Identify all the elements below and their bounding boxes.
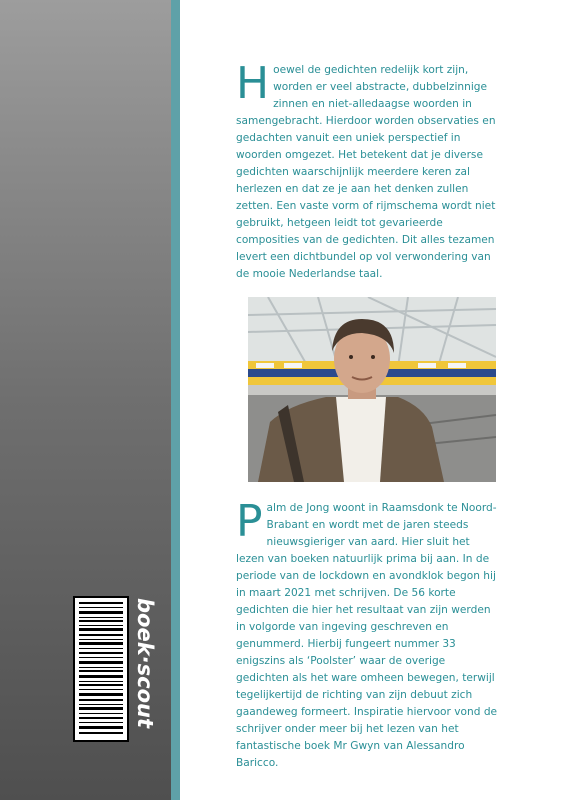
publisher-logo bbox=[128, 596, 162, 744]
author-photo bbox=[248, 297, 496, 482]
author-bio-text: alm de Jong woont in Raamsdonk te Noord-Brabant en wordt met de jaren steeds nieuwsgieriger van aard. Hier sluit het lezen van boeken natuurlijk prima bij aan. In de periode van de lockdown en avondklok begon hij in maart 2021 met schrijven. De 56 korte gedichten die hier het resultaat van zijn werden in volgorde van ingeving geschreven en genummerd. Hierbij fungeert nummer 33 enigszins als ‘Poolster’ waar de overige gedichten als het ware omheen bewegen, terwijl tegelijkertijd de richting van zijn debuut zich gaandeweg formeert. Inspiratie hiervoor vond de schrijver onder meer bij het lezen van het fantastische boek Mr Gwyn van Alessandro Baricco. bbox=[236, 502, 498, 769]
accent-stripe bbox=[171, 0, 180, 800]
author-bio-paragraph bbox=[236, 496, 498, 772]
blurb-paragraph bbox=[236, 58, 498, 283]
publisher-logo-text: boek·scout bbox=[133, 598, 157, 729]
dropcap-letter: P bbox=[236, 496, 263, 547]
barcode bbox=[73, 596, 129, 742]
dropcap-letter: H bbox=[236, 58, 270, 109]
blurb-text: oewel de gedichten redelijk kort zijn, worden er veel abstracte, dubbelzinnige zinnen en niet-alledaagse woorden in samengebracht. Hierdoor worden observaties en gedachten vanuit een uniek perspectief in woorden omgezet. Het betekent dat je diverse gedichten waarschijnlijk meerdere keren zal herlezen en dat ze je aan het denken zullen zetten. Een vaste vorm of rijmschema wordt niet gebruikt, hetgeen leidt tot gevarieerde composities van de gedichten. Dit alles tezamen levert een dichtbundel op vol verwondering van de mooie Nederlandse taal. bbox=[236, 64, 496, 280]
